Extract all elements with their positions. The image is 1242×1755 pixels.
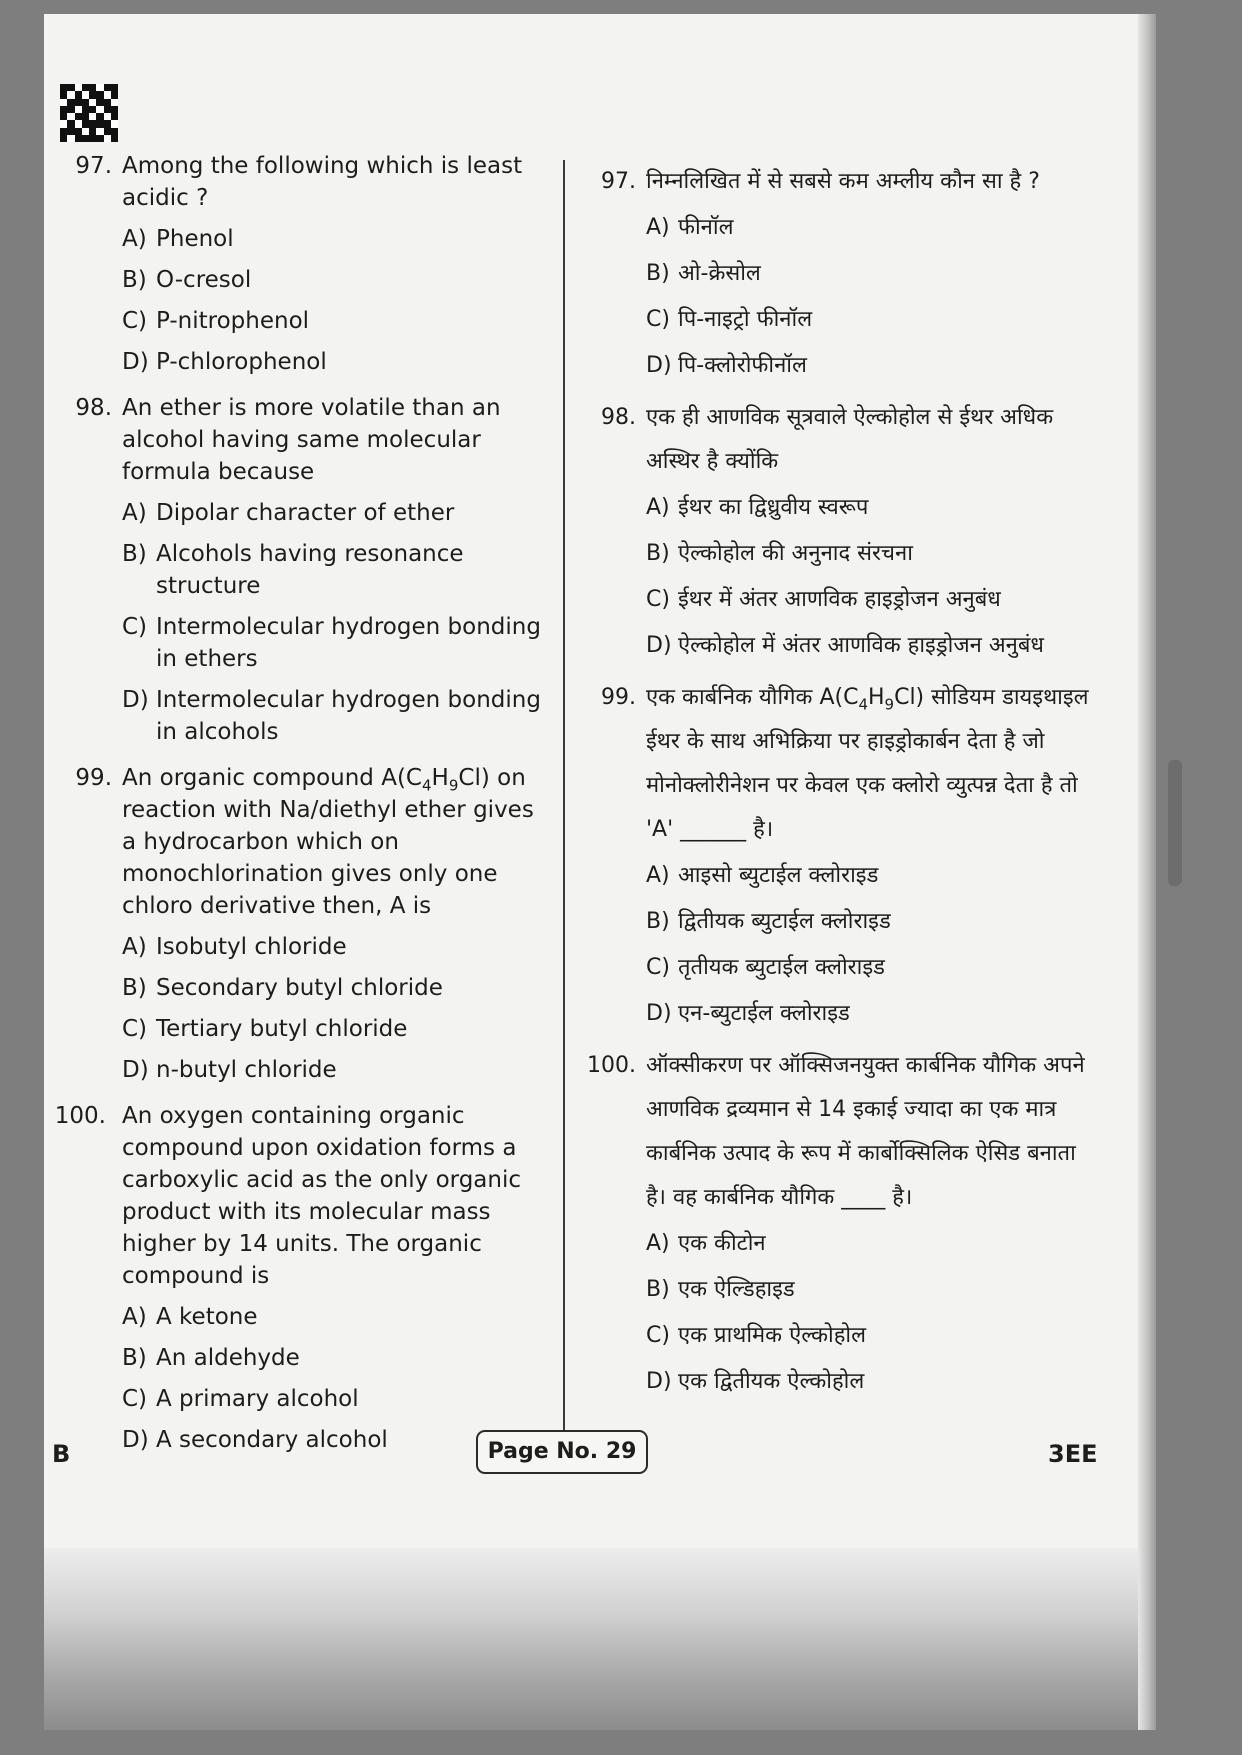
option-d: D) P-chlorophenol bbox=[122, 349, 327, 375]
option-a: A) फीनॉल bbox=[646, 215, 734, 240]
option-c: C) तृतीयक ब्युटाईल क्लोराइड bbox=[646, 955, 885, 980]
option-d: D) पि-क्लोरोफीनॉल bbox=[646, 353, 807, 378]
english-column bbox=[50, 150, 550, 1470]
question-text: Among the following which is least acidic ? bbox=[122, 153, 523, 211]
question-text: An ether is more volatile than an alcohol having same molecular formula because bbox=[122, 395, 501, 485]
option-b: B) ऐल्कोहोल की अनुनाद संरचना bbox=[646, 541, 913, 566]
option-d: D) एन-ब्युटाईल क्लोराइड bbox=[646, 1001, 850, 1026]
option-c: C) Intermolecular hydrogen bonding in ethers bbox=[122, 614, 541, 672]
option-a: A) Isobutyl chloride bbox=[122, 934, 347, 960]
question-text: An oxygen containing organic compound upon oxidation forms a carboxylic acid as the only organic product with its molecular mass higher by 14 units. The organic compound is bbox=[122, 1103, 521, 1289]
option-b: B) An aldehyde bbox=[122, 1345, 300, 1371]
option-a: A) ईथर का द्विध्रुवीय स्वरूप bbox=[646, 495, 869, 520]
question-number: 97. bbox=[601, 169, 636, 194]
option-a: A) A ketone bbox=[122, 1304, 258, 1330]
option-a: A) Phenol bbox=[122, 226, 234, 252]
option-d: D) n-butyl chloride bbox=[122, 1057, 337, 1083]
qr-code-icon bbox=[60, 84, 118, 142]
question-text: ऑक्सीकरण पर ऑक्सिजनयुक्त कार्बनिक यौगिक अपने आणविक द्रव्यमान से 14 इकाई ज्यादा का एक मात्र कार्बनिक उत्पाद के रूप में कार्बोक्सिलिक ऐसिड बनाता है। वह कार्बनिक यौगिक ____ है। bbox=[646, 1053, 1085, 1210]
question-99-hi bbox=[582, 676, 1102, 1036]
option-c: C) एक प्राथमिक ऐल्कोहोल bbox=[646, 1323, 867, 1348]
question-text: एक ही आणविक सूत्रवाले ऐल्कोहोल से ईथर अधिक अस्थिर है क्योंकि bbox=[646, 405, 1054, 474]
page-edge bbox=[1138, 14, 1156, 1730]
option-d: D) एक द्वितीयक ऐल्कोहोल bbox=[646, 1369, 865, 1394]
option-c: C) Tertiary butyl chloride bbox=[122, 1016, 408, 1042]
option-b: B) ओ-क्रेसोल bbox=[646, 261, 761, 286]
option-b: B) Alcohols having resonance structure bbox=[122, 541, 464, 599]
option-b: B) O-cresol bbox=[122, 267, 252, 293]
question-100-hi bbox=[582, 1044, 1102, 1404]
question-number: 98. bbox=[75, 395, 112, 421]
question-number: 99. bbox=[601, 685, 636, 710]
scan-shadow bbox=[44, 1548, 1156, 1730]
question-number: 100. bbox=[587, 1053, 636, 1078]
question-100-en bbox=[50, 1100, 550, 1456]
question-number: 100. bbox=[54, 1103, 106, 1129]
option-a: A) आइसो ब्युटाईल क्लोराइड bbox=[646, 863, 879, 888]
option-c: C) A primary alcohol bbox=[122, 1386, 359, 1412]
question-text: एक कार्बनिक यौगिक $A(C_4H_9Cl)$ सोडियम डायइथाइल ईथर के साथ अभिक्रिया पर हाइड्रोकार्बन देता है जो मोनोक्लोरीनेशन पर केवल एक क्लोरो व्युत्पन्न देता है तो 'A' ______ है। bbox=[646, 685, 1089, 842]
question-text: An organic compound $A(C_4H_9Cl)$ on reaction with Na/diethyl ether gives a hydrocarbon which on monochlorination gives only one chloro derivative then, A is bbox=[122, 765, 534, 919]
option-c: C) P-nitrophenol bbox=[122, 308, 310, 334]
option-b: B) द्वितीयक ब्युटाईल क्लोराइड bbox=[646, 909, 891, 934]
option-c: C) पि-नाइट्रो फीनॉल bbox=[646, 307, 813, 332]
question-number: 97. bbox=[75, 153, 112, 179]
option-b: B) Secondary butyl chloride bbox=[122, 975, 443, 1001]
question-99-en bbox=[50, 762, 550, 1086]
option-b: B) एक ऐल्डिहाइड bbox=[646, 1277, 795, 1302]
page-number-box: Page No. 29 bbox=[476, 1430, 648, 1474]
booklet-series: B bbox=[52, 1440, 71, 1468]
question-text: निम्नलिखित में से सबसे कम अम्लीय कौन सा है ? bbox=[646, 169, 1040, 194]
question-97-en bbox=[50, 150, 550, 378]
option-d: D) ऐल्कोहोल में अंतर आणविक हाइड्रोजन अनुबंध bbox=[646, 633, 1044, 658]
booklet-code: 3EE bbox=[1048, 1440, 1098, 1468]
option-d: D) Intermolecular hydrogen bonding in alcohols bbox=[122, 687, 541, 745]
hindi-column bbox=[582, 160, 1102, 1412]
option-a: A) एक कीटोन bbox=[646, 1231, 766, 1256]
question-number: 98. bbox=[601, 405, 636, 430]
column-divider bbox=[563, 160, 565, 1460]
question-number: 99. bbox=[75, 765, 112, 791]
option-d: D) A secondary alcohol bbox=[122, 1427, 388, 1453]
question-98-hi bbox=[582, 396, 1102, 668]
question-98-en bbox=[50, 392, 550, 748]
question-97-hi bbox=[582, 160, 1102, 388]
option-c: C) ईथर में अंतर आणविक हाइड्रोजन अनुबंध bbox=[646, 587, 1001, 612]
option-a: A) Dipolar character of ether bbox=[122, 500, 455, 526]
binding-tab bbox=[1168, 760, 1182, 886]
